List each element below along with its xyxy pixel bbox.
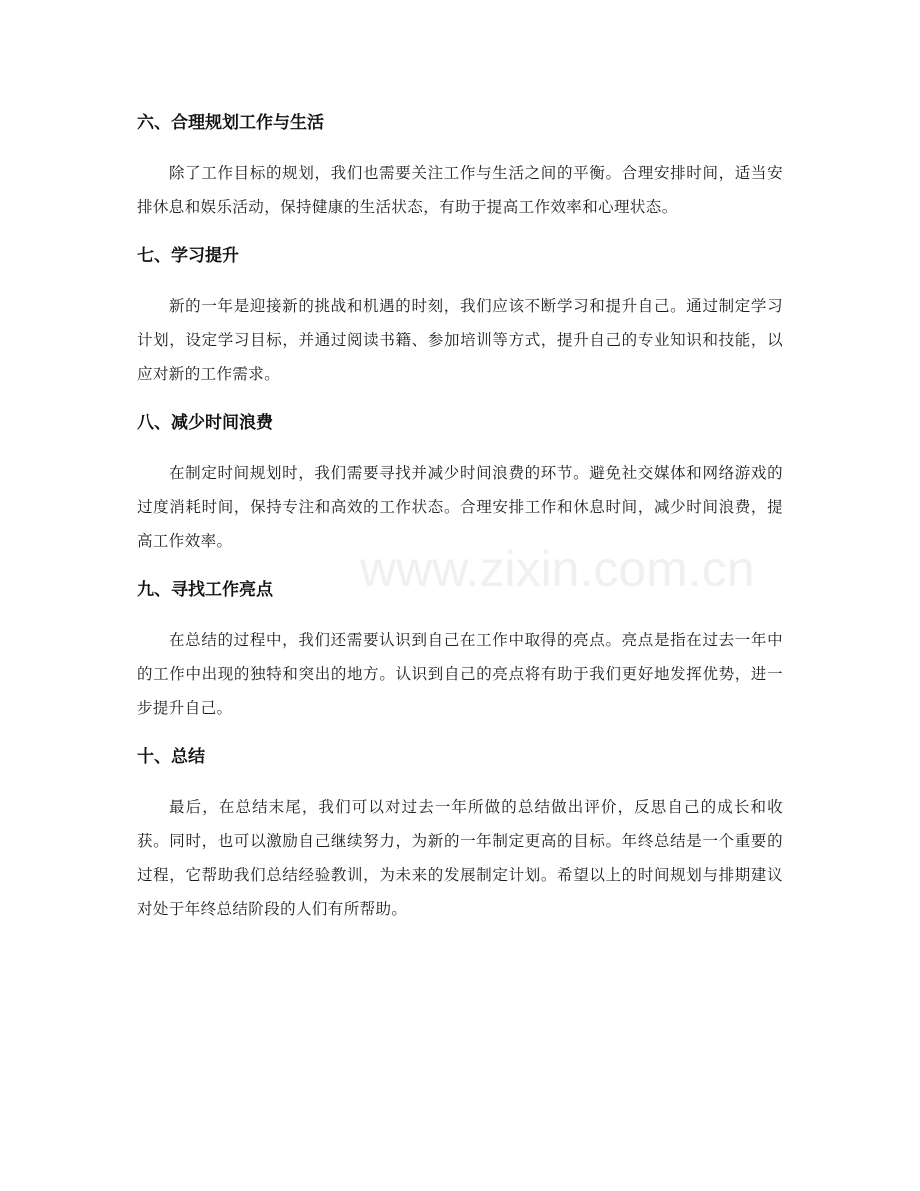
section-7	[137, 239, 783, 391]
section-heading: 十、总结	[137, 747, 205, 767]
watermark: www.zixin.com.cn	[360, 541, 755, 597]
section-9	[137, 573, 783, 725]
section-paragraph: 新的一年是迎接新的挑战和机遇的时刻，我们应该不断学习和提升自己。通过制定学习计划，设定学习目标，并通过阅读书籍、参加培训等方式，提升自己的专业知识和技能，以应对新的工作需求。	[137, 297, 783, 383]
section-6	[137, 106, 783, 224]
section-paragraph: 最后，在总结末尾，我们可以对过去一年所做的总结做出评价，反思自己的成长和收获。同时，也可以激励自己继续努力，为新的一年制定更高的目标。年终总结是一个重要的过程，它帮助我们总结经验教训，为未来的发展制定计划。希望以上的时间规划与排期建议对处于年终总结阶段的人们有所帮助。	[137, 798, 783, 918]
section-10	[137, 740, 783, 926]
section-paragraph: 在制定时间规划时，我们需要寻找并减少时间浪费的环节。避免社交媒体和网络游戏的过度消耗时间，保持专注和高效的工作状态。合理安排工作和休息时间，减少时间浪费，提高工作效率。	[137, 464, 783, 550]
section-8	[137, 406, 783, 558]
section-heading: 六、合理规划工作与生活	[137, 113, 324, 133]
section-heading: 九、寻找工作亮点	[137, 580, 273, 600]
section-paragraph: 在总结的过程中，我们还需要认识到自己在工作中取得的亮点。亮点是指在过去一年中的工作中出现的独特和突出的地方。认识到自己的亮点将有助于我们更好地发挥优势，进一步提升自己。	[137, 631, 783, 717]
document-content	[137, 106, 783, 941]
section-paragraph: 除了工作目标的规划，我们也需要关注工作与生活之间的平衡。合理安排时间，适当安排休息和娱乐活动，保持健康的生活状态，有助于提高工作效率和心理状态。	[137, 164, 783, 216]
section-heading: 七、学习提升	[137, 246, 239, 266]
section-heading: 八、减少时间浪费	[137, 413, 273, 433]
